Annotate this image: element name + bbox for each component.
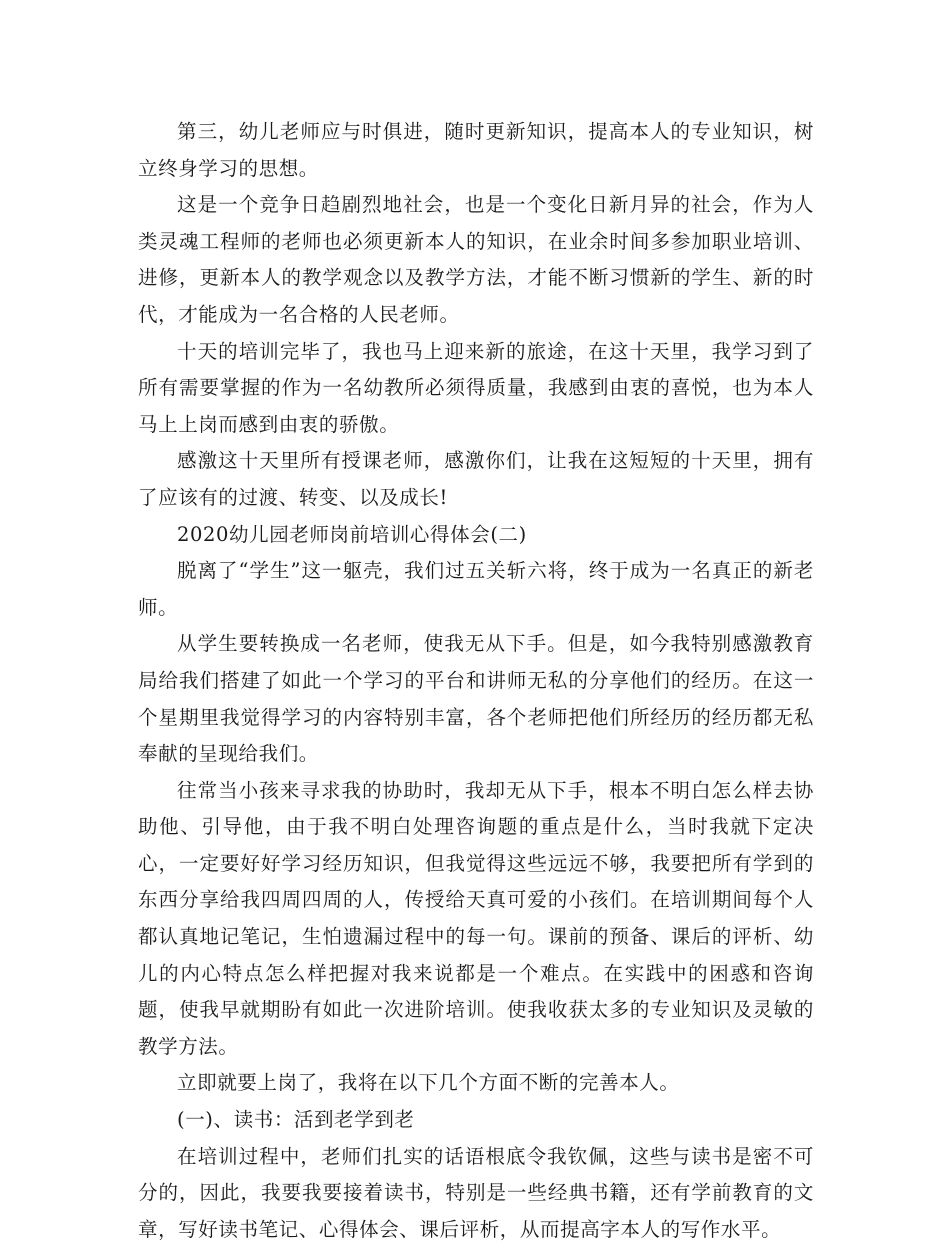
paragraph-improvement-intro: 立即就要上岗了，我将在以下几个方面不断的完善本人。 [177,1071,680,1095]
paragraph-reading: 在培训过程中，老师们扎实的话语根底令我钦佩，这些与读书是密不可分的，因此，我要我要接着读书，特别是一些经典书籍，还有学前教育的文章，写好读书笔记、心得体会、课后评析，从而提高字本人的写作水平。 [138,1144,814,1241]
paragraph-new-teacher: 脱离了“学生”这一躯壳，我们过五关斩六将，终于成为一名真正的新老师。 [138,559,814,619]
document-body [138,114,814,1248]
paragraph-training-finished: 十天的培训完毕了，我也马上迎来新的旅途，在这十天里，我学习到了所有需要掌握的作为一名幼教所必须得质量，我感到由衷的喜悦，也为本人马上上岗而感到由衷的骄傲。 [138,339,814,436]
paragraph-transition: 从学生要转换成一名老师，使我无从下手。但是，如今我特别感激教育局给我们搭建了如此一个学习的平台和讲师无私的分享他们的经历。在这一个星期里我觉得学习的内容特别丰富，各个老师把他们所经历的经历都无私奉献的呈现给我们。 [138,632,814,766]
paragraph-competitive-society: 这是一个竞争日趋剧烈地社会，也是一个变化日新月异的社会，作为人类灵魂工程师的老师也必须更新本人的知识，在业余时间多参加职业培训、进修，更新本人的教学观念以及教学方法，才能不断习惯新的学生、新的时代，才能成为一名合格的人民老师。 [138,193,814,326]
section-heading-two: 2020幼儿园老师岗前培训心得体会(二) [177,522,527,546]
paragraph-past-experience: 往常当小孩来寻求我的协助时，我却无从下手，根本不明白怎么样去协助他、引导他，由于我不明白处理咨询题的重点是什么，当时我就下定决心，一定要好好学习经历知识，但我觉得这些远远不够，我要把所有学到的东西分享给我四周四周的人，传授给天真可爱的小孩们。在培训期间每个人都认真地记笔记，生怕遗漏过程中的每一句。课前的预备、课后的评析、幼儿的内心特点怎么样把握对我来说都是一个难点。在实践中的困惑和咨询题，使我早就期盼有如此一次进阶培训。使我收获太多的专业知识及灵敏的教学方法。 [138,778,814,1058]
paragraph-lifelong-learning: 第三，幼儿老师应与时俱进，随时更新知识，提高本人的专业知识，树立终身学习的思想。 [138,120,814,180]
paragraph-gratitude: 感激这十天里所有授课老师，感激你们，让我在这短短的十天里，拥有了应该有的过渡、转变、以及成长! [138,449,814,509]
subheading-reading: (一)、读书：活到老学到老 [177,1108,415,1132]
